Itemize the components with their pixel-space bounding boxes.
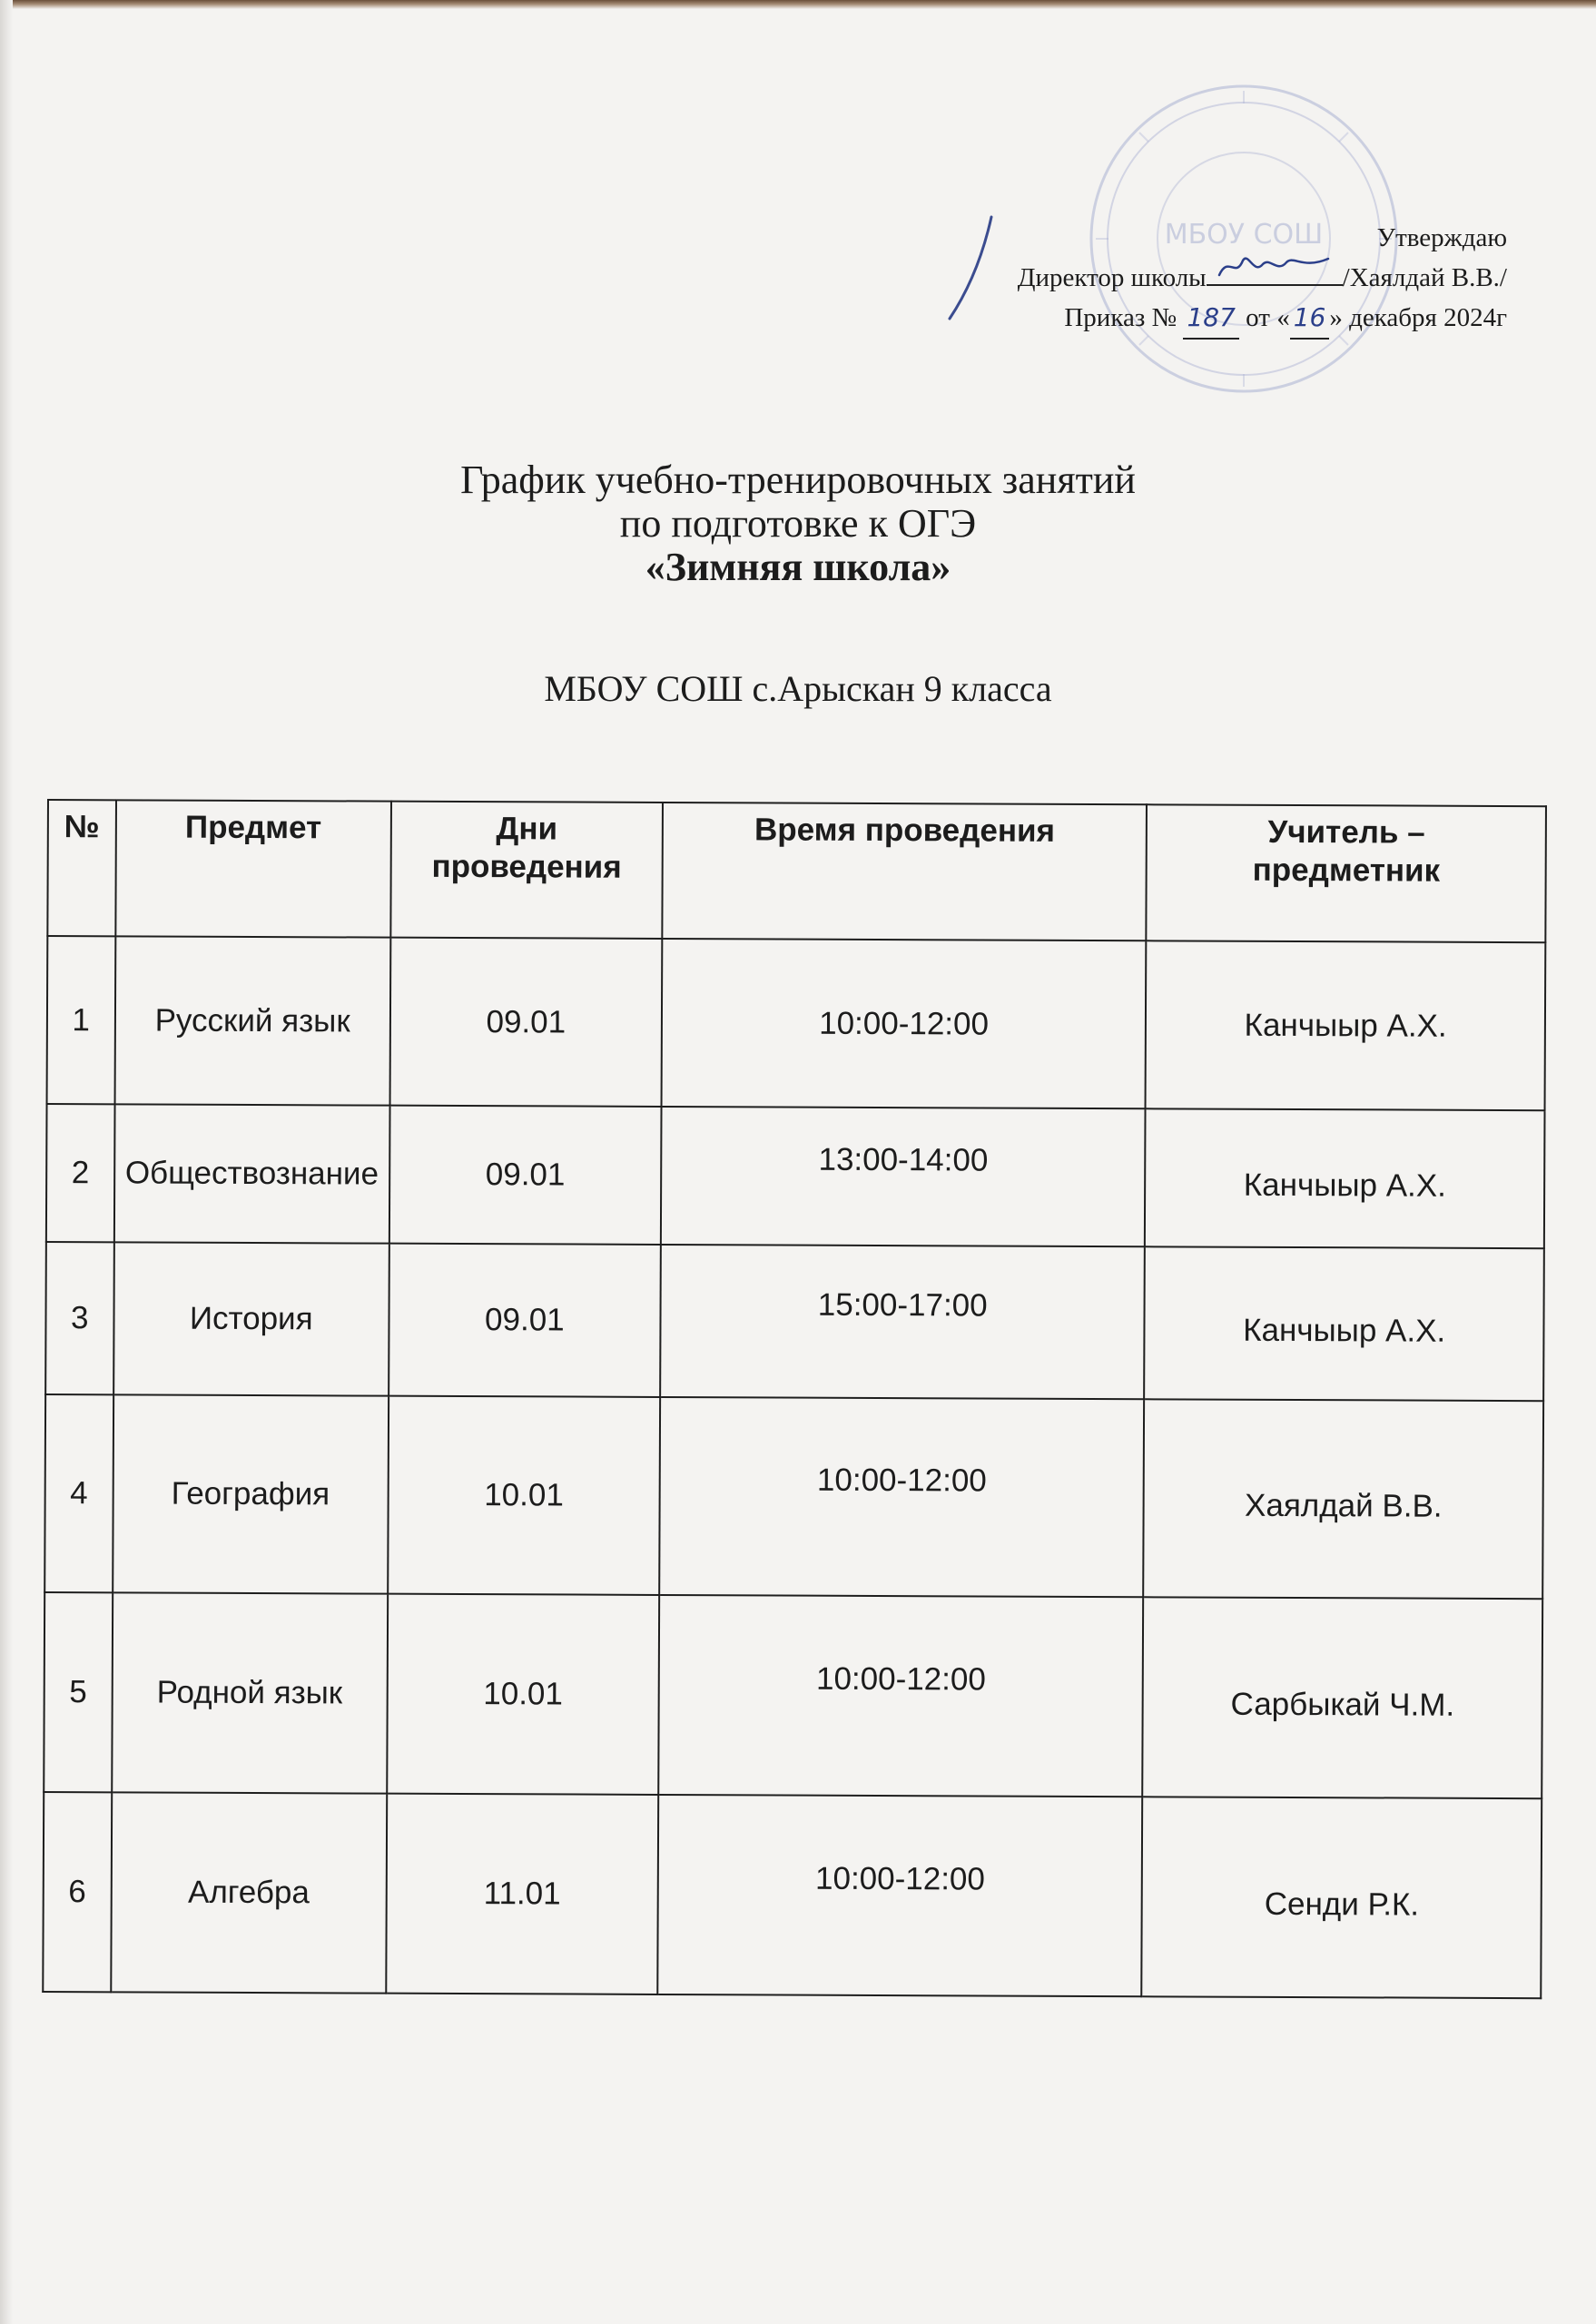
title-line-3: «Зимняя школа» bbox=[645, 545, 951, 589]
row-teacher bbox=[1143, 1597, 1543, 1798]
approve-label: Утверждаю bbox=[1376, 223, 1507, 252]
row-subject: Обществознание bbox=[113, 1104, 389, 1243]
director-line bbox=[690, 258, 1507, 298]
row-time-text: 15:00-17:00 bbox=[817, 1286, 988, 1324]
table-row bbox=[46, 1104, 1545, 1248]
order-from: от « bbox=[1246, 303, 1290, 332]
header-days bbox=[390, 802, 663, 939]
page-top-edge bbox=[0, 0, 1596, 9]
schedule-table bbox=[42, 799, 1547, 1999]
table-header-row bbox=[47, 800, 1546, 942]
row-day: 09.01 bbox=[389, 938, 662, 1107]
row-num: 1 bbox=[47, 936, 115, 1104]
director-name: /Хаялдай В.В./ bbox=[1342, 263, 1507, 292]
header-days-line1: Дни bbox=[496, 811, 558, 847]
row-teacher-text: Хаялдай В.В. bbox=[1245, 1487, 1443, 1524]
order-line bbox=[690, 298, 1507, 340]
row-num: 2 bbox=[46, 1104, 114, 1242]
row-time bbox=[659, 1397, 1144, 1597]
header-subject: Предмет bbox=[115, 800, 391, 937]
row-day: 10.01 bbox=[388, 1396, 660, 1595]
row-teacher-text: Сенди Р.К. bbox=[1264, 1886, 1420, 1923]
approval-block bbox=[690, 218, 1507, 340]
header-days-line2: проведения bbox=[431, 848, 622, 885]
row-time-text: 10:00-12:00 bbox=[814, 1860, 985, 1897]
row-subject: Русский язык bbox=[114, 936, 390, 1105]
title-line-1: График учебно-тренировочных занятий bbox=[460, 458, 1136, 502]
row-day: 10.01 bbox=[387, 1594, 659, 1795]
stamp-text: МБОУ СОШ bbox=[1164, 219, 1324, 251]
school-name: МБОУ СОШ с.Арыскан 9 класса bbox=[544, 668, 1052, 709]
order-day: 16 bbox=[1290, 298, 1330, 340]
header-time: Время проведения bbox=[662, 803, 1147, 940]
table-row bbox=[47, 936, 1546, 1110]
page-left-shadow bbox=[0, 0, 13, 2324]
header-teacher-line2: предметник bbox=[1252, 852, 1441, 889]
row-time-text: 10:00-12:00 bbox=[816, 1462, 987, 1499]
table-row bbox=[44, 1394, 1543, 1599]
table-row bbox=[43, 1792, 1542, 1998]
director-signature bbox=[1207, 261, 1343, 286]
table-row bbox=[45, 1242, 1544, 1401]
order-number: 187 bbox=[1183, 298, 1238, 340]
director-prefix: Директор школы bbox=[1017, 263, 1207, 292]
row-subject: Родной язык bbox=[112, 1592, 388, 1793]
table-row bbox=[44, 1592, 1542, 1798]
row-subject: Алгебра bbox=[111, 1792, 387, 1993]
row-teacher-text: Сарбыкай Ч.М. bbox=[1230, 1686, 1455, 1723]
row-num: 3 bbox=[45, 1242, 113, 1394]
row-time bbox=[660, 1245, 1145, 1399]
row-teacher bbox=[1146, 940, 1545, 1110]
header-teacher-line1: Учитель – bbox=[1267, 813, 1425, 851]
row-day: 09.01 bbox=[389, 1106, 662, 1245]
row-time bbox=[661, 1107, 1146, 1246]
row-teacher-text: Канчыыр А.Х. bbox=[1244, 1007, 1447, 1044]
row-time bbox=[661, 939, 1146, 1108]
row-time bbox=[658, 1595, 1143, 1797]
row-num: 5 bbox=[44, 1592, 113, 1792]
row-time bbox=[657, 1795, 1142, 1996]
row-num: 6 bbox=[43, 1792, 112, 1992]
row-subject: География bbox=[113, 1394, 389, 1593]
row-teacher bbox=[1145, 1246, 1544, 1401]
row-time-text: 10:00-12:00 bbox=[815, 1660, 986, 1698]
row-time-text: 10:00-12:00 bbox=[819, 1005, 990, 1042]
row-teacher-text: Канчыыр А.Х. bbox=[1243, 1167, 1446, 1204]
title-line-2: по подготовке к ОГЭ bbox=[619, 501, 977, 546]
order-suffix: » декабря 2024г bbox=[1329, 303, 1507, 332]
row-teacher-text: Канчыыр А.Х. bbox=[1243, 1312, 1446, 1349]
header-num: № bbox=[47, 800, 115, 936]
row-subject: История bbox=[113, 1242, 389, 1395]
row-day: 11.01 bbox=[386, 1794, 658, 1994]
row-teacher bbox=[1142, 1797, 1542, 1998]
header-teacher bbox=[1147, 804, 1546, 942]
row-num: 4 bbox=[44, 1394, 113, 1592]
row-teacher bbox=[1144, 1399, 1544, 1599]
row-day: 09.01 bbox=[389, 1244, 661, 1397]
document-title bbox=[0, 458, 1596, 589]
row-teacher bbox=[1145, 1108, 1544, 1248]
order-prefix: Приказ № bbox=[1064, 303, 1177, 332]
row-time-text: 13:00-14:00 bbox=[818, 1141, 989, 1178]
